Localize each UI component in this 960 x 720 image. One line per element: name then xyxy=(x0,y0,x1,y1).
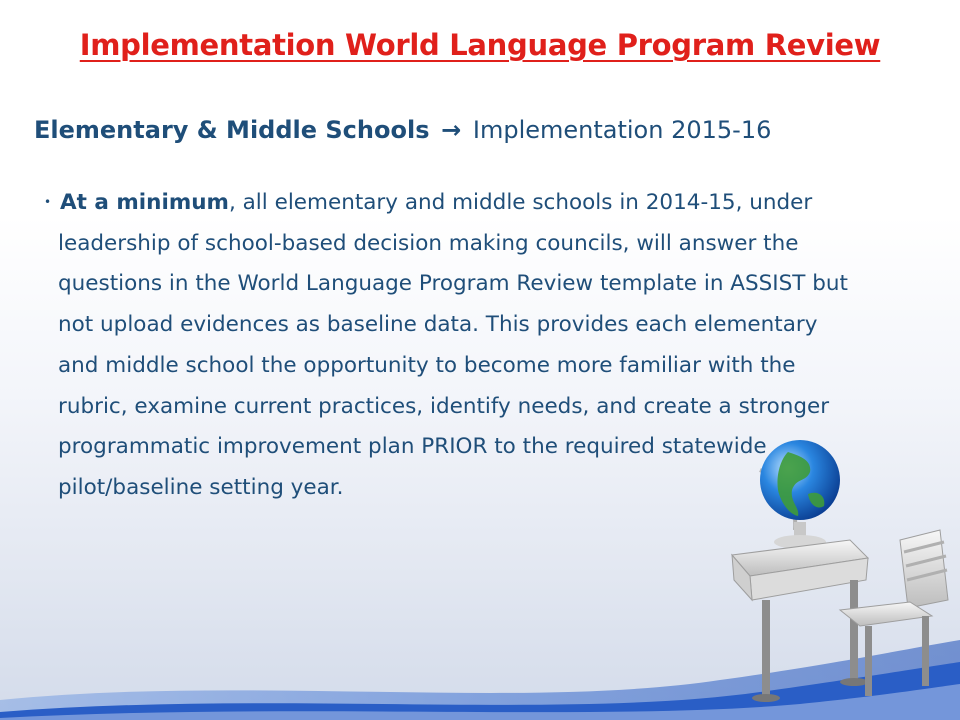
subtitle-schools: Elementary & Middle Schools xyxy=(34,116,430,144)
bullet-dot-icon: • xyxy=(44,195,52,209)
subtitle-implementation: Implementation 2015-16 xyxy=(472,116,772,144)
slide-subtitle xyxy=(34,116,771,144)
bullet-text: , all elementary and middle schools in 2014-15, under leadership of school-based decision making councils, will answer the questions in the World Language Program Review template in ASSIST but not upload evidences as baseline data. This provides each elementary and middle school the opportunity to become more familiar with the rubric, examine current practices, identify needs, and create a stronger programmatic improvement plan PRIOR to the required statewide pilot/baseline setting year. xyxy=(58,190,848,500)
school-desk-icon xyxy=(732,530,948,702)
globe-desk-clipart xyxy=(700,430,960,720)
arrow-icon: → xyxy=(441,116,462,144)
globe-icon xyxy=(760,440,840,549)
bullet-lead: At a minimum xyxy=(60,190,229,215)
slide-title: Implementation World Language Program Review xyxy=(79,28,881,62)
